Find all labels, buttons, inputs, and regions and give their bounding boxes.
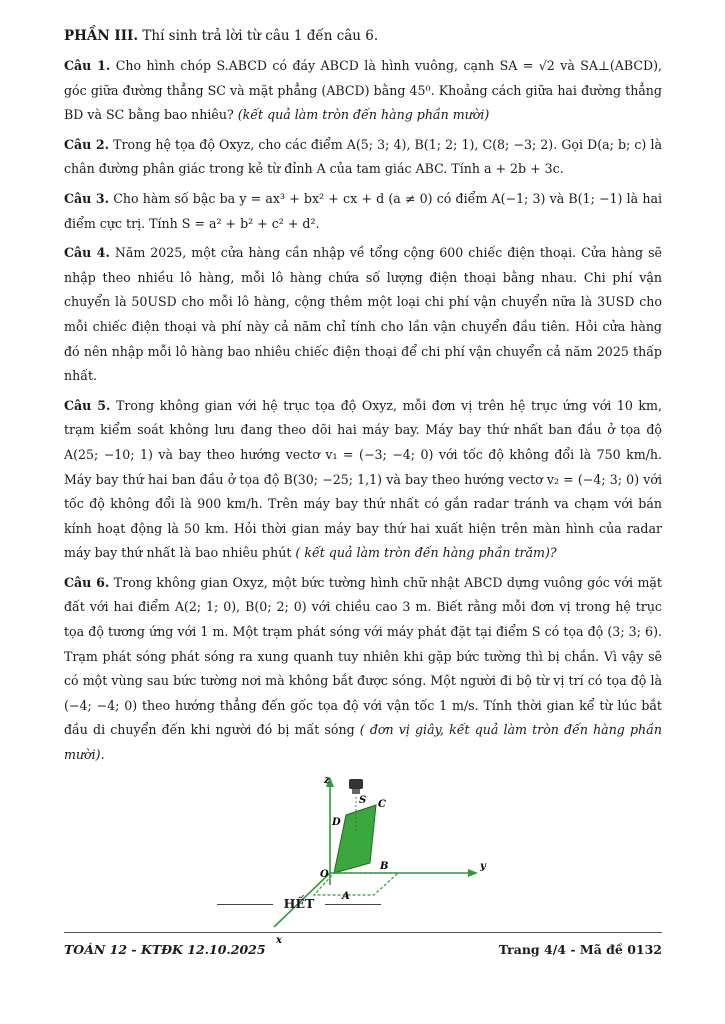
transmitter-icon xyxy=(349,779,363,789)
question-1 xyxy=(64,54,662,128)
footer-left: TOÁN 12 - KTĐK 12.10.2025 xyxy=(64,942,266,957)
label-z: z xyxy=(324,774,330,786)
question-label: Câu 4. xyxy=(64,245,110,261)
label-D: D xyxy=(332,816,341,828)
section-heading: PHẦN III. xyxy=(64,28,139,44)
question-text: Năm 2025, một cửa hàng cần nhập về tổng cộng 600 chiếc điện thoại. Cửa hàng sẽ nhập theo nhiều lô hàng, mỗi lô hàng chứa số lượng điện thoại bằng nhau. Chi phí vận chuyển là 50USD cho mỗi lô hàng, cộng thêm một loại chi phí vận chuyển nữa là 3USD cho mỗi chiếc điện thoại và phí này cả năm chỉ tính cho lần vận chuyển đầu tiên. Hỏi cửa hàng đó nên nhập mỗi lô hàng bao nhiêu chiếc điện thoại để chi phí vận chuyển cả năm 2025 thấp nhất. xyxy=(64,245,662,384)
wall-rect xyxy=(334,805,376,873)
footer-divider xyxy=(64,932,662,933)
question-5 xyxy=(64,394,662,566)
question-label: Câu 6. xyxy=(64,574,110,590)
question-note: ( đơn vị giây, kết quả làm tròn đến hàng phần mười). xyxy=(64,722,662,763)
question-label: Câu 5. xyxy=(64,397,111,413)
transmitter-base xyxy=(352,789,360,794)
question-2 xyxy=(64,133,662,182)
label-S: S xyxy=(359,794,367,806)
question-4 xyxy=(64,241,662,389)
label-B: B xyxy=(380,860,389,872)
question-text: Cho hàm số bậc ba y = ax³ + bx² + cx + d (a ≠ 0) có điểm A(−1; 3) và B(1; −1) là hai điểm cực trị. Tính S = a² + b² + c² + d². xyxy=(64,190,662,231)
label-O: O xyxy=(320,868,329,880)
question-label: Câu 1. xyxy=(64,58,111,73)
label-y: y xyxy=(480,860,486,872)
section-instruction: Thí sinh trả lời từ câu 1 đến câu 6. xyxy=(142,28,379,44)
question-note: ( kết quả làm tròn đến hàng phần trăm)? xyxy=(295,545,557,561)
question-note: (kết quả làm tròn đến hàng phần mười) xyxy=(237,107,490,123)
footer-right: Trang 4/4 - Mã đề 0132 xyxy=(498,942,662,957)
question-6 xyxy=(64,571,662,768)
end-rule-right xyxy=(325,904,381,905)
label-x: x xyxy=(276,934,282,946)
exam-page xyxy=(64,26,662,973)
wall-diagram xyxy=(276,773,494,953)
label-C: C xyxy=(378,798,386,810)
end-text: HẾT xyxy=(283,896,315,911)
question-text: Trong hệ tọa độ Oxyz, cho các điểm A(5; 3; 4), B(1; 2; 1), C(8; −3; 2). Gọi D(a; b; c) là chân đường phân giác trong kẻ từ đỉnh A của tam giác ABC. Tính a + 2b + 3c. xyxy=(64,136,662,177)
section-header xyxy=(64,26,662,46)
question-label: Câu 3. xyxy=(64,190,110,206)
question-text: Trong không gian Oxyz, một bức tường hình chữ nhật ABCD dựng vuông góc với mặt đất với hai điểm A(2; 1; 0), B(0; 2; 0) với chiều cao 3 m. Biết rằng mỗi đơn vị trong hệ trục tọa độ tương ứng với 1 m. Một trạm phát sóng với máy phát đặt tại điểm S có tọa độ (3; 3; 6). Trạm phát sóng phát sóng ra xung quanh tuy nhiên khi gặp bức tường thì bị chắn. Vì vậy sẽ có một vùng sau bức tường nơi mà không bắt được sóng. Một người đi bộ từ vị trí có tọa độ là (−4; −4; 0) theo hướng thẳng đến gốc tọa độ với vận tốc 1 m/s. Tính thời gian kể từ lúc bắt đầu di chuyển đến khi người đó bị mất sóng xyxy=(64,574,662,738)
question-text: Cho hình chóp S.ABCD có đáy ABCD là hình vuông, cạnh SA = √2 và SA⊥(ABCD), góc giữa đường thẳng SC và mặt phẳng (ABCD) bằng 45⁰. Khoảng cách giữa hai đường thẳng BD và SC bằng bao nhiêu? xyxy=(64,58,662,123)
question-label: Câu 2. xyxy=(64,136,109,152)
question-text: Trong không gian với hệ trục tọa độ Oxyz, mỗi đơn vị trên hệ trục ứng với 10 km, trạm kiểm soát không lưu đang theo dõi hai máy bay. Máy bay thứ nhất ban đầu ở tọa độ A(25; −10; 1) và bay theo hướng vectơ v₁ = (−3; −4; 0) với tốc độ không đổi là 750 km/h. Máy bay thứ hai ban đầu ở tọa độ B(30; −25; 1,1) và bay theo hướng vectơ v₂ = (−4; 3; 0) với tốc độ không đổi là 900 km/h. Trên máy bay thứ nhất có gắn radar tránh va chạm với bán kính hoạt động là 50 km. Hỏi thời gian máy bay thứ hai xuất hiện trên màn hình của radar máy bay thứ nhất là bao nhiêu phút xyxy=(64,397,662,561)
end-rule-left xyxy=(217,904,273,905)
question-3 xyxy=(64,187,662,236)
y-arrow xyxy=(468,869,478,877)
end-mark xyxy=(0,896,598,911)
label-A: A xyxy=(342,890,350,902)
